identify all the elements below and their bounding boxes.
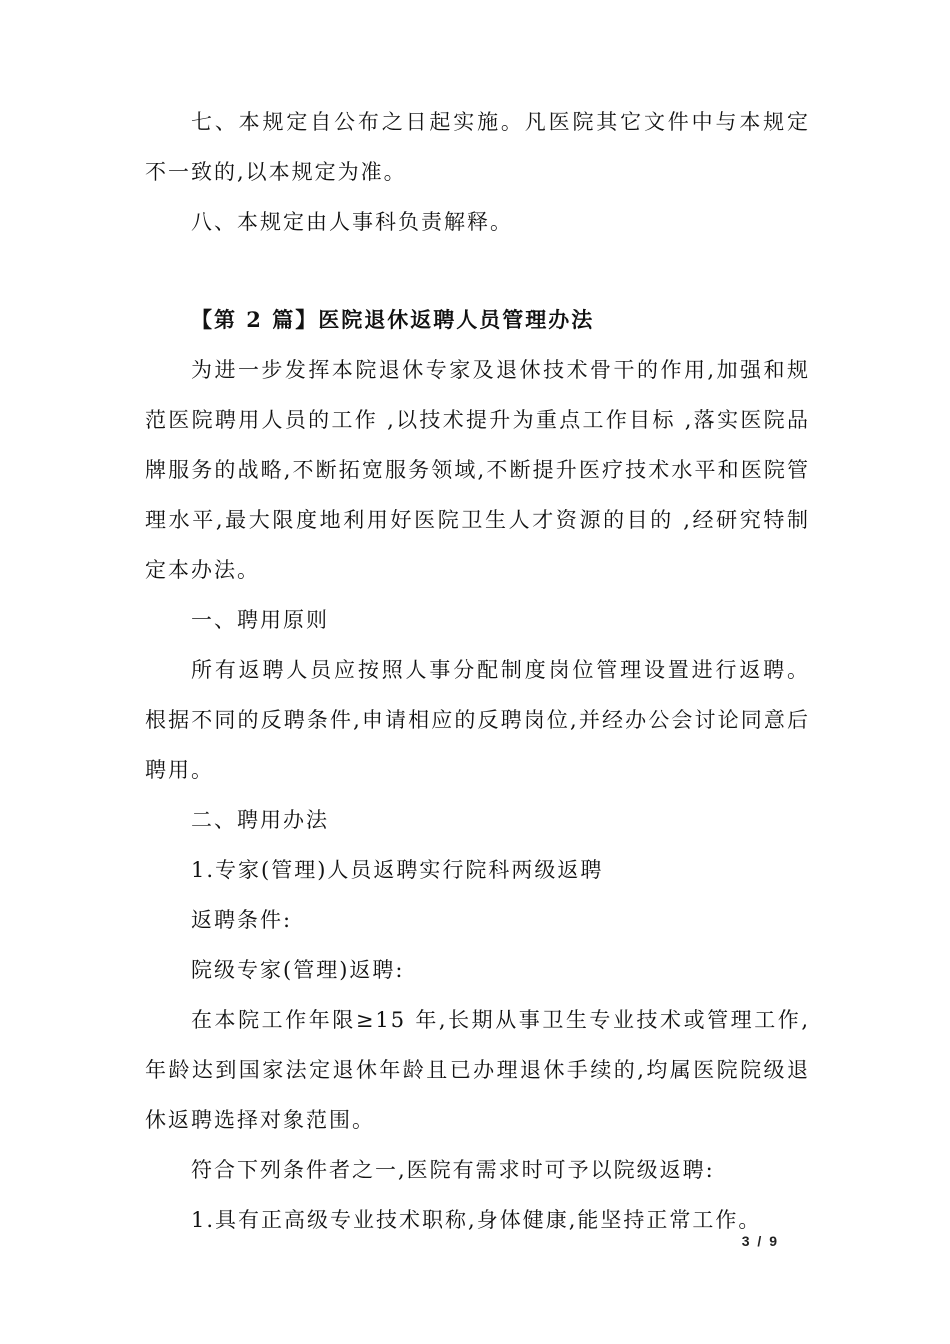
criteria-intro: 符合下列条件者之一,医院有需求时可予以院级返聘: xyxy=(191,1158,715,1182)
section-one-tail xyxy=(145,97,810,247)
intro-paragraph: 为进一步发挥本院退休专家及退休技术骨干的作用,加强和规范医院聘用人员的工作 ,以技术提升为重点工作目标 ,落实医院品牌服务的战略,不断拓宽服务领域,不断提升医疗技术水平和医院管理水平,最大限度地利用好医院卫生人才资源的目的 ,经研究特制定本办法。 xyxy=(145,358,810,582)
article-eight-paragraph: 八、本规定由人事科负责解释。 xyxy=(191,210,513,234)
criteria-item-1: 1.具有正高级专业技术职称,身体健康,能坚持正常工作。 xyxy=(191,1208,762,1232)
method-heading: 二、聘用办法 xyxy=(191,808,329,832)
section-two-body xyxy=(145,295,810,1245)
article-seven-paragraph: 七、本规定自公布之日起实施。凡医院其它文件中与本规定不一致的,以本规定为准。 xyxy=(145,110,810,184)
page-number: 3 / 9 xyxy=(741,1233,779,1249)
rehire-conditions-label: 返聘条件: xyxy=(191,908,293,932)
principle-heading: 一、聘用原则 xyxy=(191,608,329,632)
eligibility-paragraph: 在本院工作年限≥15 年,长期从事卫生专业技术或管理工作,年龄达到国家法定退休年龄且已办理退休手续的,均属医院院级退休返聘选择对象范围。 xyxy=(145,1008,810,1132)
hospital-level-label: 院级专家(管理)返聘: xyxy=(191,958,405,982)
method-item-1: 1.专家(管理)人员返聘实行院科两级返聘 xyxy=(191,858,604,882)
section-heading: 【第 2 篇】医院退休返聘人员管理办法 xyxy=(191,307,595,332)
principle-paragraph: 所有返聘人员应按照人事分配制度岗位管理设置进行返聘。根据不同的反聘条件,申请相应的反聘岗位,并经办公会讨论同意后聘用。 xyxy=(145,658,810,782)
